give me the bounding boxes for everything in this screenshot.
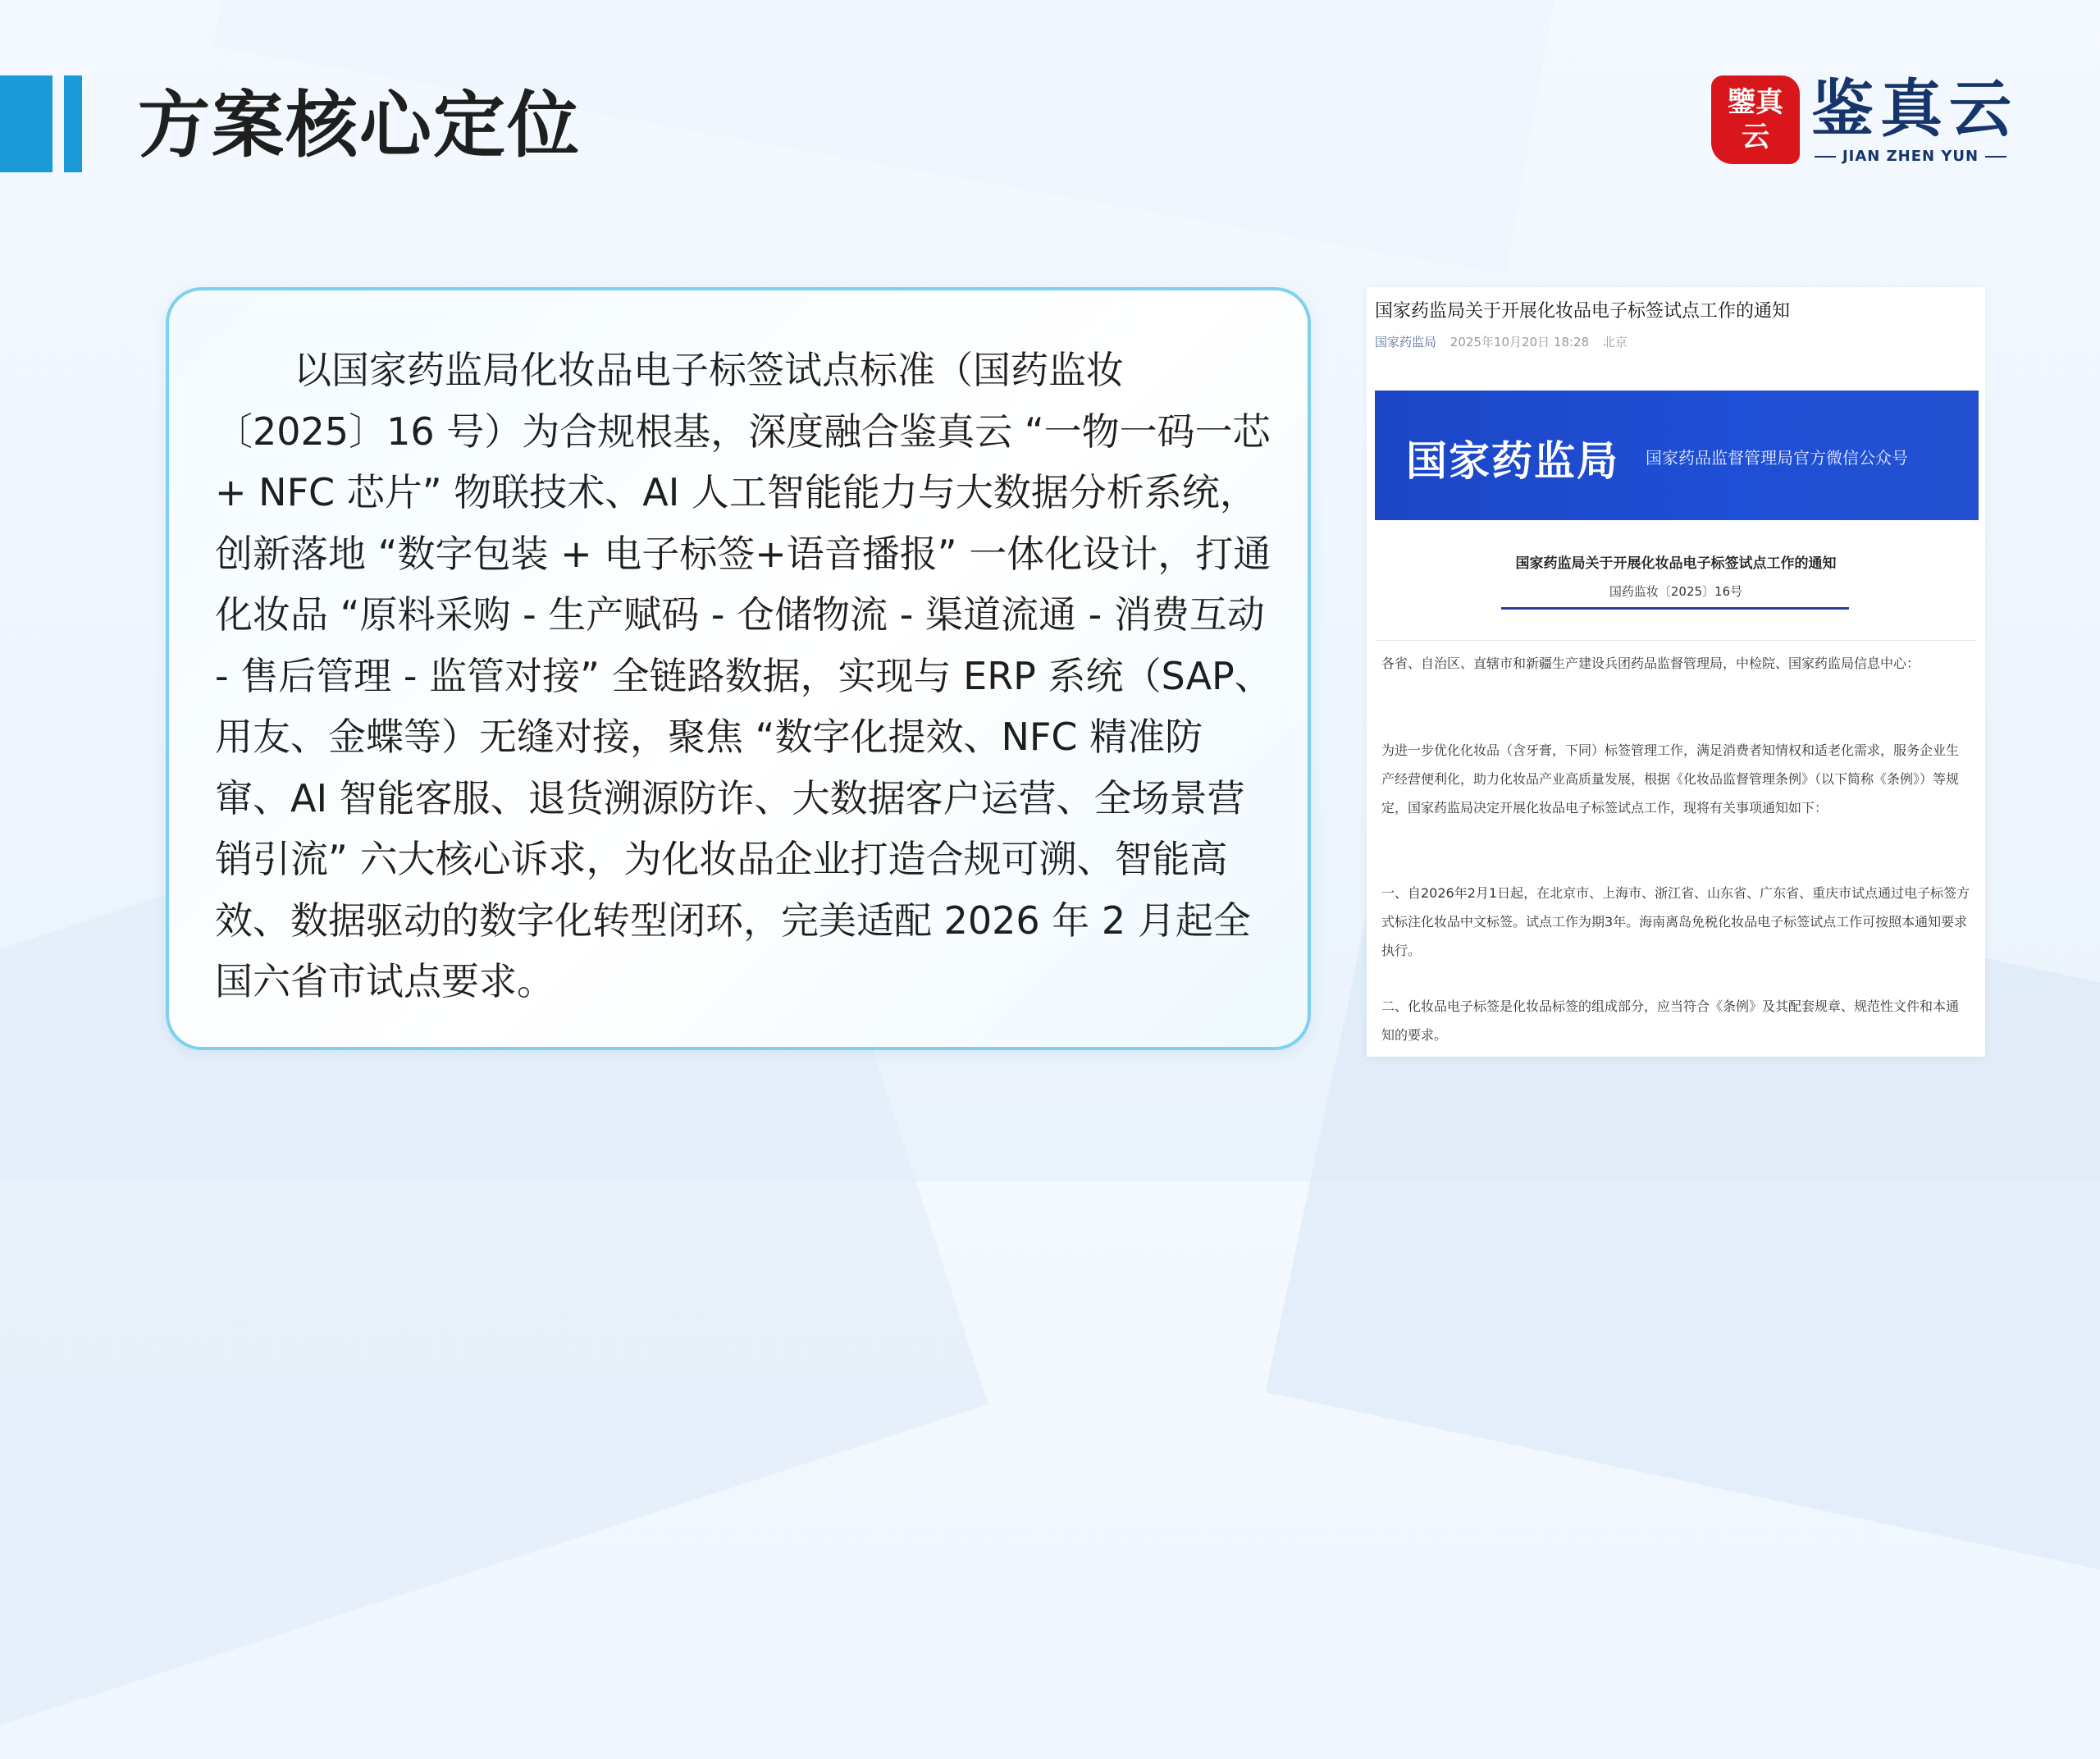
notice-body: [1376, 640, 1975, 1051]
article-headline: 国家药监局关于开展化妆品电子标签试点工作的通知: [1375, 301, 1791, 322]
notice-paragraph: 一、自2026年2月1日起，在北京市、上海市、浙江省、山东省、广东省、重庆市试点通过电子标签方式标注化妆品中文标签。试点工作为期3年。海南离岛免税化妆品电子标签试点工作可按照本通知要求执行。: [1381, 885, 1970, 958]
notice-screenshot: [1367, 287, 1985, 1057]
divider: [1985, 156, 2006, 158]
article-meta: [1375, 333, 1628, 350]
notice-paragraph: 为进一步优化化妆品（含牙膏，下同）标签管理工作，满足消费者知情权和适老化需求，服务企业生产经营便利化，助力化妆品产业高质量发展，根据《化妆品监督管理条例》（以下简称《条例》）等规定，国家药监局决定开展化妆品电子标签试点工作，现将有关事项通知如下：: [1381, 742, 1960, 816]
notice-paragraph: 二、化妆品电子标签是化妆品标签的组成部分，应当符合《条例》及其配套规章、规范性文件和本通知的要求。: [1381, 998, 1960, 1043]
brand-subtitle-text: JIAN ZHEN YUN: [1842, 148, 1979, 165]
brand-logo: [1711, 72, 2018, 171]
brand-subtitle: [1815, 148, 2006, 165]
seal-text: 鑒真云: [1728, 86, 1783, 153]
divider: [1815, 156, 1836, 158]
article-time: 2025年10月20日 18:28: [1449, 335, 1590, 350]
notice-title: 国家药监局关于开展化妆品电子标签试点工作的通知: [1515, 555, 1837, 572]
notice-paragraph: 各省、自治区、直辖市和新疆生产建设兵团药品监督管理局，中检院、国家药监局信息中心：: [1381, 656, 1920, 671]
article-source-link[interactable]: 国家药监局: [1375, 335, 1437, 350]
seal-icon: [1711, 75, 1800, 164]
article-location: 北京: [1602, 335, 1628, 350]
page-title: 方案核心定位: [138, 83, 582, 167]
title-accent-bar: [0, 75, 52, 172]
banner-title: 国家药监局: [1406, 437, 1619, 485]
title-accent-bar: [64, 75, 82, 172]
banner-subtitle: 国家药品监督管理局官方微信公众号: [1646, 448, 1908, 468]
official-banner: [1375, 391, 1979, 520]
divider: [1501, 607, 1849, 610]
brand-name: 鉴真云: [1811, 72, 2018, 145]
notice-number: 国药监妆〔2025〕16号: [1609, 584, 1743, 599]
positioning-text-card: [166, 287, 1311, 1050]
positioning-text: 以国家药监局化妆品电子标签试点标准（国药监妆〔2025〕16 号）为合规根基，深度融合鉴真云 “一物一码一芯 + NFC 芯片” 物联技术、AI 人工智能能力与大数据分析系统，创新落地 “数字包装 + 电子标签+语音播报” 一体化设计，打通化妆品 “原料采购 - 生产赋码 - 仓储物流 - 渠道流通 - 消费互动 - 售后管理 - 监管对接” 全链路数据，实现与 ERP 系统（SAP、用友、金蝶等）无缝对接，聚焦 “数字化提效、NFC 精准防窜、AI 智能客服、退货溯源防诈、大数据客户运营、全场景营销引流” 六大核心诉求，为化妆品企业打造合规可溯、智能高效、数据驱动的数字化转型闭环，完美适配 2026 年 2 月起全国六省市试点要求。: [215, 348, 1272, 1003]
